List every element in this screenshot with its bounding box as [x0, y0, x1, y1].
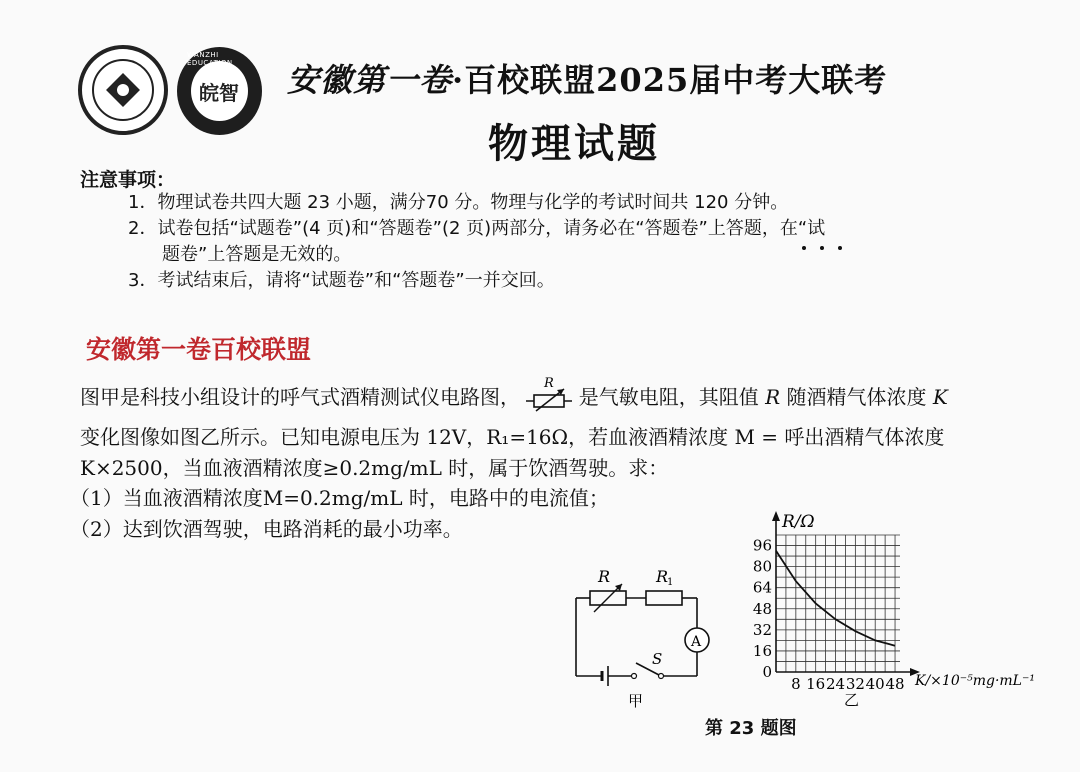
x-tick-label: 32 [845, 675, 865, 693]
notes-title: 注意事项： [80, 169, 176, 191]
section-title: 安徽第一卷百校联盟 [86, 335, 312, 364]
problem-line-1b: 是气敏电阻，其阻值 [578, 385, 759, 409]
note-item-3: 3．考试结束后，请将“试题卷”和“答题卷”一并交回。 [128, 270, 555, 291]
figure-caption: 第 23 题图 [705, 718, 797, 739]
y-tick-label: 80 [752, 557, 772, 576]
problem-line-1e: K [932, 385, 948, 409]
problem-line-1c: R [765, 385, 781, 409]
subject-title: 物理试题 [488, 120, 660, 167]
title-script: 安徽第一卷 [287, 61, 453, 99]
switch-label: S [652, 650, 663, 668]
question-2: （2）达到饮酒驾驶，电路消耗的最小功率。 [70, 517, 463, 541]
title-main: ·百校联盟2025届中考大联考 [452, 61, 888, 99]
gas-sensor-resistor-icon [526, 376, 572, 415]
fixed-resistor-r1 [646, 591, 682, 605]
resistor-r1-subscript: 1 [667, 577, 674, 588]
y-axis-arrow [772, 511, 780, 521]
x-axis-label: K/×10⁻⁵mg·mL⁻¹ [915, 673, 1035, 689]
y-tick-label: 96 [752, 536, 772, 555]
x-tick-label: 16 [806, 675, 826, 693]
circuit-diagram [560, 560, 730, 710]
y-tick-label: 16 [752, 641, 772, 660]
chart-name: 乙 [844, 691, 860, 709]
ammeter-label: A [691, 634, 702, 650]
y-tick-label: 32 [752, 620, 772, 639]
school-alliance-logo [78, 45, 168, 135]
chart-grid [776, 535, 900, 672]
wanzhi-education-logo [177, 47, 262, 135]
x-tick-label: 24 [825, 675, 846, 693]
problem-line-2: 变化图像如图乙所示。已知电源电压为 12V，R₁=16Ω，若血液酒精浓度 M = 呼出酒精气体浓度 [80, 425, 945, 449]
y-tick-label: 0 [762, 663, 772, 681]
note-item-2-cont: 题卷”上答题是无效的。 [162, 244, 352, 265]
y-tick-label: 64 [752, 578, 772, 597]
circuit-name: 甲 [628, 692, 644, 710]
y-tick-label: 48 [752, 599, 772, 618]
inline-symbol-label: R [544, 376, 555, 391]
x-tick-label: 48 [885, 675, 905, 693]
x-tick-label: 40 [865, 675, 885, 693]
note-item-2: 2．试卷包括“试题卷”(4 页)和“答题卷”(2 页)两部分，请务必在“答题卷”上答题，在“试 [128, 218, 826, 239]
y-axis-label: R/Ω [782, 512, 815, 532]
resistance-concentration-chart [740, 505, 1055, 710]
resistor-r-label: R [598, 567, 611, 586]
logo-right-mark: 皖智 [199, 81, 239, 105]
exam-title [287, 55, 887, 101]
question-1: （1）当血液酒精浓度M=0.2mg/mL 时，电路中的电流值； [70, 486, 609, 510]
problem-line-1a: 图甲是科技小组设计的呼气式酒精测试仪电路图， [80, 385, 520, 409]
school-alliance-seal-icon [82, 49, 164, 131]
problem-line-1d: 随酒精气体浓度 [786, 385, 927, 409]
note-item-1: 1．物理试卷共四大题 23 小题，满分70 分。物理与化学的考试时间共 120 分钟。 [128, 192, 789, 213]
problem-line-1 [80, 376, 948, 415]
x-tick-label: 8 [791, 675, 801, 693]
emphasis-dots [794, 236, 854, 242]
problem-line-3: K×2500，当血液酒精浓度≥0.2mg/mL 时，属于饮酒驾驶。求： [80, 456, 669, 480]
logo-right-text: WANZHI EDUCATION [187, 51, 233, 67]
resistor-r1-label: R [656, 567, 669, 586]
